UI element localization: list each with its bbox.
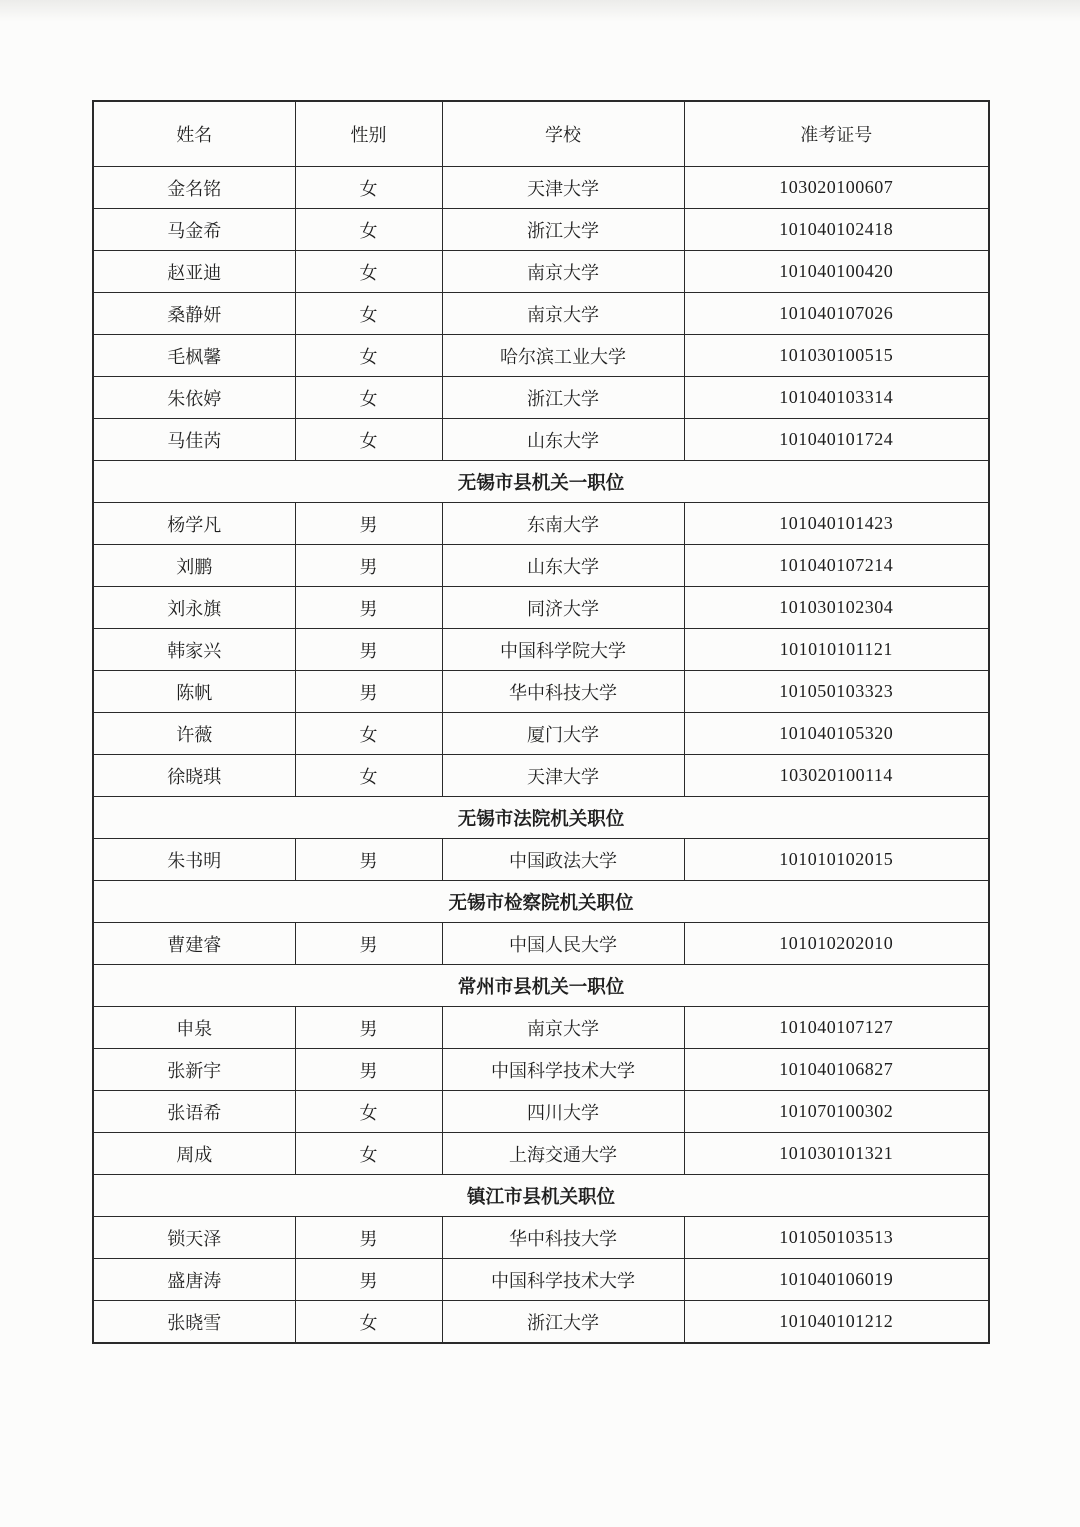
cell-gender: 男 bbox=[295, 839, 442, 881]
cell-exam-id: 101040101212 bbox=[684, 1301, 989, 1344]
cell-name: 刘鹏 bbox=[93, 545, 295, 587]
cell-gender: 男 bbox=[295, 1259, 442, 1301]
table-row bbox=[93, 923, 989, 965]
cell-exam-id: 103020100607 bbox=[684, 167, 989, 209]
cell-gender: 女 bbox=[295, 755, 442, 797]
cell-school: 中国人民大学 bbox=[442, 923, 684, 965]
header-exam-id: 准考证号 bbox=[684, 101, 989, 167]
section-title: 镇江市县机关职位 bbox=[93, 1175, 989, 1217]
cell-school: 浙江大学 bbox=[442, 1301, 684, 1344]
cell-school: 上海交通大学 bbox=[442, 1133, 684, 1175]
cell-gender: 男 bbox=[295, 923, 442, 965]
table-row bbox=[93, 167, 989, 209]
section-title: 无锡市县机关一职位 bbox=[93, 461, 989, 503]
table-body bbox=[93, 167, 989, 1344]
cell-school: 华中科技大学 bbox=[442, 671, 684, 713]
table-row bbox=[93, 545, 989, 587]
section-header-row bbox=[93, 797, 989, 839]
cell-name: 锁天泽 bbox=[93, 1217, 295, 1259]
cell-exam-id: 101040107127 bbox=[684, 1007, 989, 1049]
cell-name: 杨学凡 bbox=[93, 503, 295, 545]
cell-exam-id: 101040105320 bbox=[684, 713, 989, 755]
table-row bbox=[93, 629, 989, 671]
cell-school: 中国政法大学 bbox=[442, 839, 684, 881]
table-row bbox=[93, 503, 989, 545]
cell-gender: 女 bbox=[295, 335, 442, 377]
cell-exam-id: 101030102304 bbox=[684, 587, 989, 629]
cell-gender: 女 bbox=[295, 1301, 442, 1344]
cell-exam-id: 101010101121 bbox=[684, 629, 989, 671]
cell-school: 天津大学 bbox=[442, 755, 684, 797]
cell-gender: 男 bbox=[295, 1217, 442, 1259]
table-row bbox=[93, 713, 989, 755]
table-row bbox=[93, 1259, 989, 1301]
cell-name: 陈帆 bbox=[93, 671, 295, 713]
cell-name: 韩家兴 bbox=[93, 629, 295, 671]
table-row bbox=[93, 419, 989, 461]
table-row bbox=[93, 251, 989, 293]
cell-school: 中国科学院大学 bbox=[442, 629, 684, 671]
table-row bbox=[93, 1301, 989, 1344]
scan-edge-shadow bbox=[0, 0, 1080, 22]
header-row bbox=[93, 101, 989, 167]
section-title: 无锡市检察院机关职位 bbox=[93, 881, 989, 923]
cell-exam-id: 103020100114 bbox=[684, 755, 989, 797]
cell-school: 厦门大学 bbox=[442, 713, 684, 755]
cell-exam-id: 101040107026 bbox=[684, 293, 989, 335]
table-row bbox=[93, 293, 989, 335]
cell-name: 朱依婷 bbox=[93, 377, 295, 419]
cell-school: 山东大学 bbox=[442, 419, 684, 461]
cell-gender: 男 bbox=[295, 1049, 442, 1091]
cell-school: 南京大学 bbox=[442, 293, 684, 335]
cell-name: 张语希 bbox=[93, 1091, 295, 1133]
cell-exam-id: 101050103513 bbox=[684, 1217, 989, 1259]
cell-exam-id: 101040101423 bbox=[684, 503, 989, 545]
cell-name: 徐晓琪 bbox=[93, 755, 295, 797]
cell-exam-id: 101030100515 bbox=[684, 335, 989, 377]
header-name: 姓名 bbox=[93, 101, 295, 167]
section-header-row bbox=[93, 881, 989, 923]
cell-name: 马佳芮 bbox=[93, 419, 295, 461]
table-row bbox=[93, 671, 989, 713]
cell-gender: 女 bbox=[295, 167, 442, 209]
cell-name: 许薇 bbox=[93, 713, 295, 755]
table-row bbox=[93, 839, 989, 881]
cell-school: 华中科技大学 bbox=[442, 1217, 684, 1259]
section-title: 无锡市法院机关职位 bbox=[93, 797, 989, 839]
cell-name: 张晓雪 bbox=[93, 1301, 295, 1344]
cell-name: 盛唐涛 bbox=[93, 1259, 295, 1301]
cell-exam-id: 101040107214 bbox=[684, 545, 989, 587]
cell-exam-id: 101030101321 bbox=[684, 1133, 989, 1175]
cell-school: 中国科学技术大学 bbox=[442, 1049, 684, 1091]
cell-name: 桑静妍 bbox=[93, 293, 295, 335]
table-row bbox=[93, 1091, 989, 1133]
cell-name: 马金希 bbox=[93, 209, 295, 251]
candidate-table bbox=[92, 100, 990, 1344]
cell-school: 同济大学 bbox=[442, 587, 684, 629]
cell-gender: 女 bbox=[295, 419, 442, 461]
cell-name: 毛枫馨 bbox=[93, 335, 295, 377]
cell-name: 金名铭 bbox=[93, 167, 295, 209]
cell-name: 周成 bbox=[93, 1133, 295, 1175]
cell-gender: 女 bbox=[295, 209, 442, 251]
cell-school: 天津大学 bbox=[442, 167, 684, 209]
table-row bbox=[93, 1217, 989, 1259]
cell-school: 中国科学技术大学 bbox=[442, 1259, 684, 1301]
cell-name: 赵亚迪 bbox=[93, 251, 295, 293]
cell-gender: 男 bbox=[295, 545, 442, 587]
cell-gender: 女 bbox=[295, 1133, 442, 1175]
header-gender: 性别 bbox=[295, 101, 442, 167]
cell-school: 山东大学 bbox=[442, 545, 684, 587]
cell-school: 南京大学 bbox=[442, 1007, 684, 1049]
cell-gender: 女 bbox=[295, 713, 442, 755]
cell-exam-id: 101040106019 bbox=[684, 1259, 989, 1301]
cell-gender: 男 bbox=[295, 587, 442, 629]
cell-gender: 女 bbox=[295, 293, 442, 335]
cell-exam-id: 101040101724 bbox=[684, 419, 989, 461]
cell-exam-id: 101010202010 bbox=[684, 923, 989, 965]
cell-name: 张新宇 bbox=[93, 1049, 295, 1091]
cell-school: 四川大学 bbox=[442, 1091, 684, 1133]
cell-exam-id: 101040100420 bbox=[684, 251, 989, 293]
header-school: 学校 bbox=[442, 101, 684, 167]
cell-gender: 女 bbox=[295, 1091, 442, 1133]
cell-exam-id: 101040106827 bbox=[684, 1049, 989, 1091]
cell-gender: 男 bbox=[295, 503, 442, 545]
cell-school: 东南大学 bbox=[442, 503, 684, 545]
table-row bbox=[93, 377, 989, 419]
cell-school: 南京大学 bbox=[442, 251, 684, 293]
cell-name: 朱书明 bbox=[93, 839, 295, 881]
section-header-row bbox=[93, 1175, 989, 1217]
cell-gender: 男 bbox=[295, 1007, 442, 1049]
cell-gender: 男 bbox=[295, 629, 442, 671]
cell-school: 浙江大学 bbox=[442, 209, 684, 251]
section-header-row bbox=[93, 461, 989, 503]
cell-exam-id: 101070100302 bbox=[684, 1091, 989, 1133]
table-row bbox=[93, 587, 989, 629]
cell-gender: 男 bbox=[295, 671, 442, 713]
cell-exam-id: 101010102015 bbox=[684, 839, 989, 881]
cell-name: 刘永旗 bbox=[93, 587, 295, 629]
cell-exam-id: 101050103323 bbox=[684, 671, 989, 713]
cell-school: 哈尔滨工业大学 bbox=[442, 335, 684, 377]
section-header-row bbox=[93, 965, 989, 1007]
section-title: 常州市县机关一职位 bbox=[93, 965, 989, 1007]
table-row bbox=[93, 1133, 989, 1175]
table-row bbox=[93, 755, 989, 797]
table-row bbox=[93, 1007, 989, 1049]
cell-name: 曹建睿 bbox=[93, 923, 295, 965]
table-row bbox=[93, 209, 989, 251]
cell-exam-id: 101040103314 bbox=[684, 377, 989, 419]
cell-exam-id: 101040102418 bbox=[684, 209, 989, 251]
table-row bbox=[93, 335, 989, 377]
cell-school: 浙江大学 bbox=[442, 377, 684, 419]
cell-gender: 女 bbox=[295, 377, 442, 419]
cell-name: 申泉 bbox=[93, 1007, 295, 1049]
cell-gender: 女 bbox=[295, 251, 442, 293]
table-row bbox=[93, 1049, 989, 1091]
